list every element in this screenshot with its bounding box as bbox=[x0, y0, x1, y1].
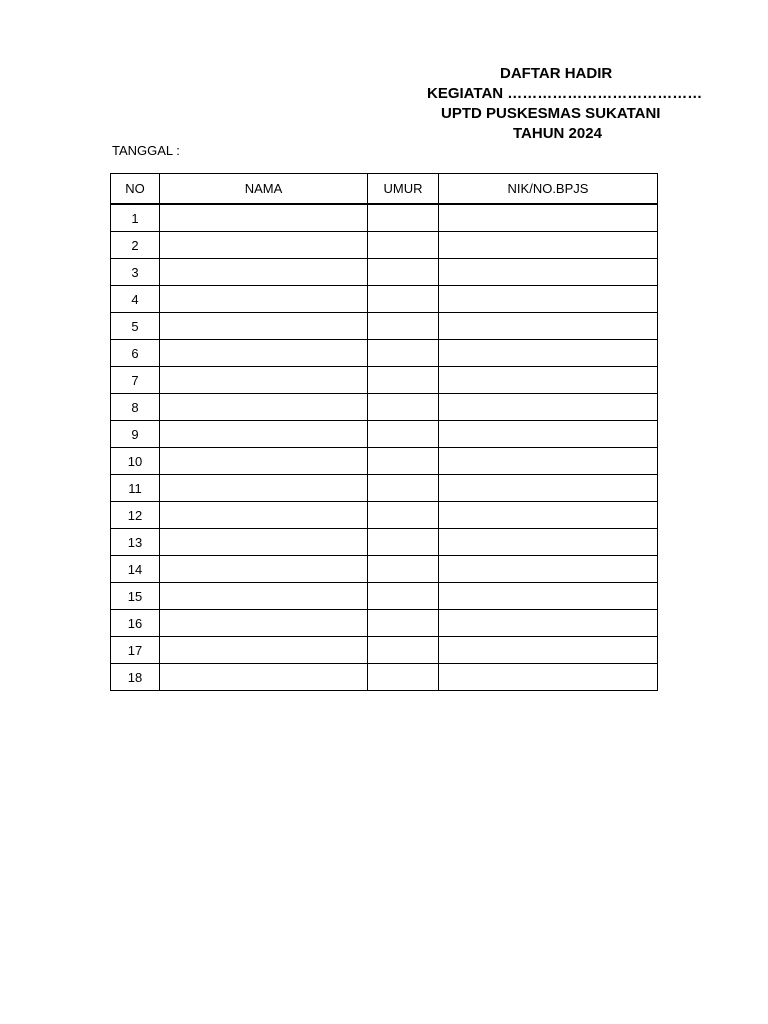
table-row bbox=[111, 448, 658, 475]
table-row bbox=[111, 583, 658, 610]
cell-umur[interactable] bbox=[368, 367, 439, 394]
cell-no: 1 bbox=[111, 204, 160, 232]
cell-no: 11 bbox=[111, 475, 160, 502]
cell-nama[interactable] bbox=[160, 313, 368, 340]
cell-nik[interactable] bbox=[439, 583, 658, 610]
activity-line: KEGIATAN ………………………………… bbox=[427, 85, 703, 102]
cell-nik[interactable] bbox=[439, 286, 658, 313]
cell-nama[interactable] bbox=[160, 286, 368, 313]
cell-no: 5 bbox=[111, 313, 160, 340]
cell-no: 3 bbox=[111, 259, 160, 286]
cell-nik[interactable] bbox=[439, 394, 658, 421]
table-row bbox=[111, 529, 658, 556]
cell-nama[interactable] bbox=[160, 421, 368, 448]
cell-nama[interactable] bbox=[160, 394, 368, 421]
cell-nama[interactable] bbox=[160, 204, 368, 232]
cell-nik[interactable] bbox=[439, 502, 658, 529]
cell-no: 18 bbox=[111, 664, 160, 691]
cell-no: 10 bbox=[111, 448, 160, 475]
year-line: TAHUN 2024 bbox=[513, 125, 602, 142]
cell-umur[interactable] bbox=[368, 204, 439, 232]
cell-nik[interactable] bbox=[439, 204, 658, 232]
table-row bbox=[111, 204, 658, 232]
cell-umur[interactable] bbox=[368, 232, 439, 259]
cell-nama[interactable] bbox=[160, 502, 368, 529]
table-row bbox=[111, 664, 658, 691]
table-row bbox=[111, 394, 658, 421]
cell-nama[interactable] bbox=[160, 448, 368, 475]
table-row bbox=[111, 556, 658, 583]
cell-nik[interactable] bbox=[439, 367, 658, 394]
table-row bbox=[111, 421, 658, 448]
cell-umur[interactable] bbox=[368, 502, 439, 529]
cell-no: 7 bbox=[111, 367, 160, 394]
organization-line: UPTD PUSKESMAS SUKATANI bbox=[441, 105, 661, 122]
cell-nik[interactable] bbox=[439, 313, 658, 340]
cell-no: 8 bbox=[111, 394, 160, 421]
cell-umur[interactable] bbox=[368, 475, 439, 502]
cell-umur[interactable] bbox=[368, 313, 439, 340]
cell-no: 17 bbox=[111, 637, 160, 664]
cell-no: 4 bbox=[111, 286, 160, 313]
cell-nama[interactable] bbox=[160, 340, 368, 367]
cell-umur[interactable] bbox=[368, 394, 439, 421]
attendance-table bbox=[110, 173, 658, 691]
cell-nik[interactable] bbox=[439, 637, 658, 664]
cell-nik[interactable] bbox=[439, 232, 658, 259]
table-row bbox=[111, 232, 658, 259]
cell-nik[interactable] bbox=[439, 340, 658, 367]
table-row bbox=[111, 340, 658, 367]
table-row bbox=[111, 286, 658, 313]
cell-nik[interactable] bbox=[439, 448, 658, 475]
cell-umur[interactable] bbox=[368, 340, 439, 367]
cell-no: 13 bbox=[111, 529, 160, 556]
cell-umur[interactable] bbox=[368, 448, 439, 475]
cell-umur[interactable] bbox=[368, 286, 439, 313]
cell-umur[interactable] bbox=[368, 583, 439, 610]
document-header bbox=[400, 62, 703, 148]
table-row bbox=[111, 502, 658, 529]
table-row bbox=[111, 313, 658, 340]
table-body bbox=[111, 204, 658, 691]
cell-umur[interactable] bbox=[368, 637, 439, 664]
cell-no: 9 bbox=[111, 421, 160, 448]
cell-no: 6 bbox=[111, 340, 160, 367]
cell-nama[interactable] bbox=[160, 610, 368, 637]
column-header-umur: UMUR bbox=[368, 174, 439, 205]
cell-no: 12 bbox=[111, 502, 160, 529]
cell-umur[interactable] bbox=[368, 664, 439, 691]
cell-nik[interactable] bbox=[439, 556, 658, 583]
table-row bbox=[111, 475, 658, 502]
column-header-no: NO bbox=[111, 174, 160, 205]
cell-umur[interactable] bbox=[368, 556, 439, 583]
cell-nik[interactable] bbox=[439, 610, 658, 637]
column-header-nik: NIK/NO.BPJS bbox=[439, 174, 658, 205]
cell-nama[interactable] bbox=[160, 232, 368, 259]
cell-nama[interactable] bbox=[160, 637, 368, 664]
cell-nama[interactable] bbox=[160, 475, 368, 502]
cell-no: 15 bbox=[111, 583, 160, 610]
table-header-row bbox=[111, 174, 658, 205]
cell-umur[interactable] bbox=[368, 529, 439, 556]
cell-no: 14 bbox=[111, 556, 160, 583]
table-row bbox=[111, 610, 658, 637]
cell-nama[interactable] bbox=[160, 556, 368, 583]
cell-no: 2 bbox=[111, 232, 160, 259]
cell-nama[interactable] bbox=[160, 529, 368, 556]
cell-nama[interactable] bbox=[160, 583, 368, 610]
cell-nik[interactable] bbox=[439, 259, 658, 286]
cell-nama[interactable] bbox=[160, 664, 368, 691]
date-label: TANGGAL : bbox=[112, 143, 180, 158]
cell-nama[interactable] bbox=[160, 259, 368, 286]
column-header-nama: NAMA bbox=[160, 174, 368, 205]
cell-nik[interactable] bbox=[439, 475, 658, 502]
table-row bbox=[111, 637, 658, 664]
table-row bbox=[111, 367, 658, 394]
document-title: DAFTAR HADIR bbox=[500, 65, 613, 82]
cell-nik[interactable] bbox=[439, 529, 658, 556]
cell-nama[interactable] bbox=[160, 367, 368, 394]
cell-umur[interactable] bbox=[368, 421, 439, 448]
table-row bbox=[111, 259, 658, 286]
cell-nik[interactable] bbox=[439, 421, 658, 448]
cell-umur[interactable] bbox=[368, 259, 439, 286]
cell-nik[interactable] bbox=[439, 664, 658, 691]
cell-no: 16 bbox=[111, 610, 160, 637]
cell-umur[interactable] bbox=[368, 610, 439, 637]
